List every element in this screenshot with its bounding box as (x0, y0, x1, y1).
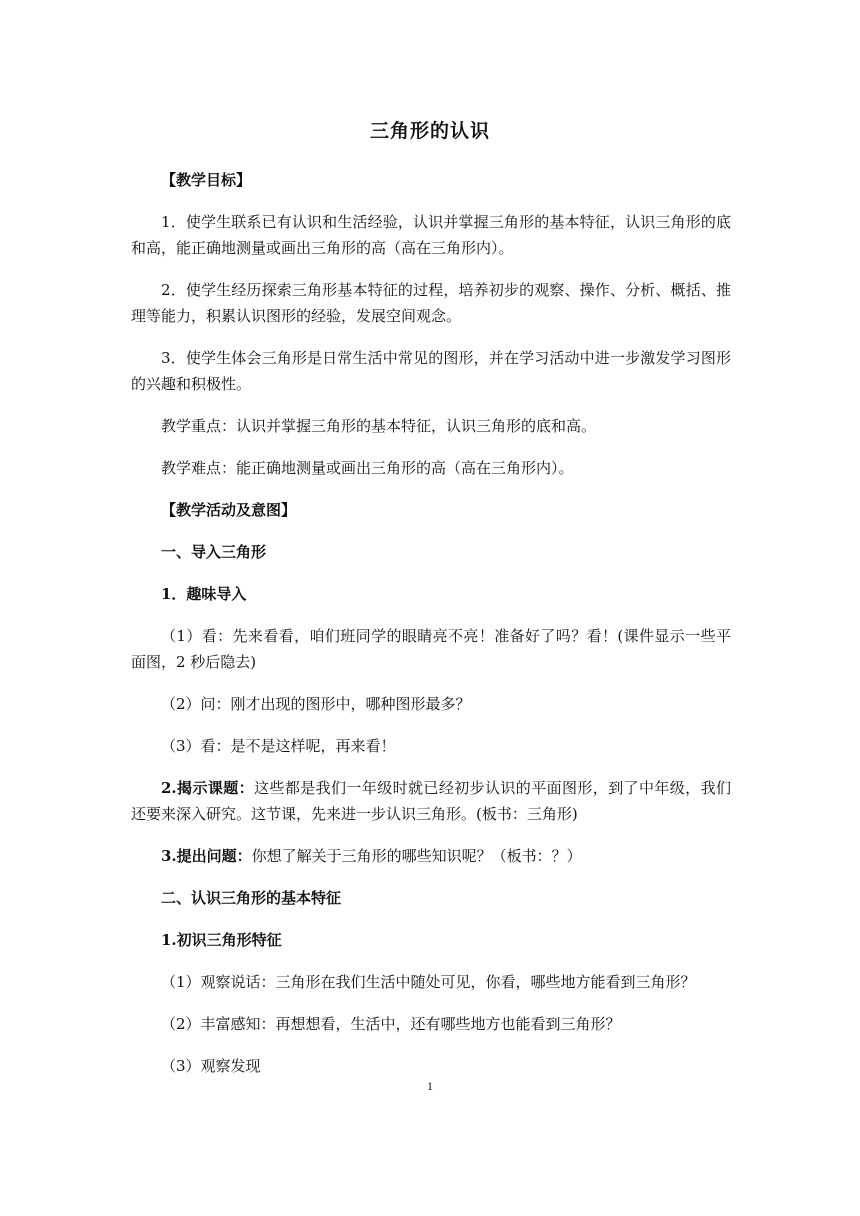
part-heading-features: 二、认识三角形的基本特征 (161, 889, 342, 907)
subheading-initial-features: 1.初识三角形特征 (161, 931, 282, 949)
reveal-topic-lead: 2.揭示课题： (161, 779, 255, 797)
reveal-topic-text: 这些都是我们一年级时就已经初步认识的平面图形，到了中年级，我们还要来深入研究。这节课，先来进一步认识三角形。(板书：三角形) (131, 779, 731, 823)
raise-question-text: 你想了解关于三角形的哪些知识呢？（板书：？） (251, 847, 582, 865)
reveal-topic-paragraph (131, 775, 731, 827)
intro-step-look: （1）看：先来看看，咱们班同学的眼睛亮不亮！准备好了吗？看！(课件显示一些平面图，2 秒后隐去) (131, 627, 731, 671)
features-step-observe-speak: （1）观察说话：三角形在我们生活中随处可见，你看，哪些地方能看到三角形？ (161, 973, 696, 991)
teaching-key-point: 教学重点：认识并掌握三角形的基本特征，认识三角形的底和高。 (161, 417, 597, 435)
section-heading-objectives: 【教学目标】 (161, 171, 252, 189)
objective-1: 1．使学生联系已有认识和生活经验，认识并掌握三角形的基本特征，认识三角形的底和高，能正确地测量或画出三角形的高（高在三角形内）。 (131, 213, 731, 257)
page-number: 1 (427, 1079, 433, 1093)
part-heading-intro: 一、导入三角形 (161, 543, 267, 561)
intro-step-look-again: （3）看：是不是这样呢，再来看！ (161, 737, 396, 755)
section-heading-activities: 【教学活动及意图】 (161, 501, 297, 519)
raise-question-paragraph (131, 843, 731, 869)
features-step-discover: （3）观察发现 (161, 1057, 261, 1075)
subheading-fun-intro: 1．趣味导入 (161, 585, 247, 603)
objective-2: 2．使学生经历探索三角形基本特征的过程，培养初步的观察、操作、分析、概括、推理等能力，积累认识图形的经验，发展空间观念。 (131, 281, 731, 325)
objective-3: 3．使学生体会三角形是日常生活中常见的图形，并在学习活动中进一步激发学习图形的兴趣和积极性。 (131, 349, 731, 393)
features-step-perceive: （2）丰富感知：再想想看，生活中，还有哪些地方也能看到三角形？ (161, 1015, 621, 1033)
raise-question-lead: 3.提出问题： (161, 847, 252, 865)
document-body (131, 167, 731, 1095)
intro-step-ask: （2）问：刚才出现的图形中，哪种图形最多？ (161, 695, 471, 713)
teaching-difficulty: 教学难点：能正确地测量或画出三角形的高（高在三角形内）。 (161, 459, 574, 477)
document-title: 三角形的认识 (369, 120, 490, 142)
